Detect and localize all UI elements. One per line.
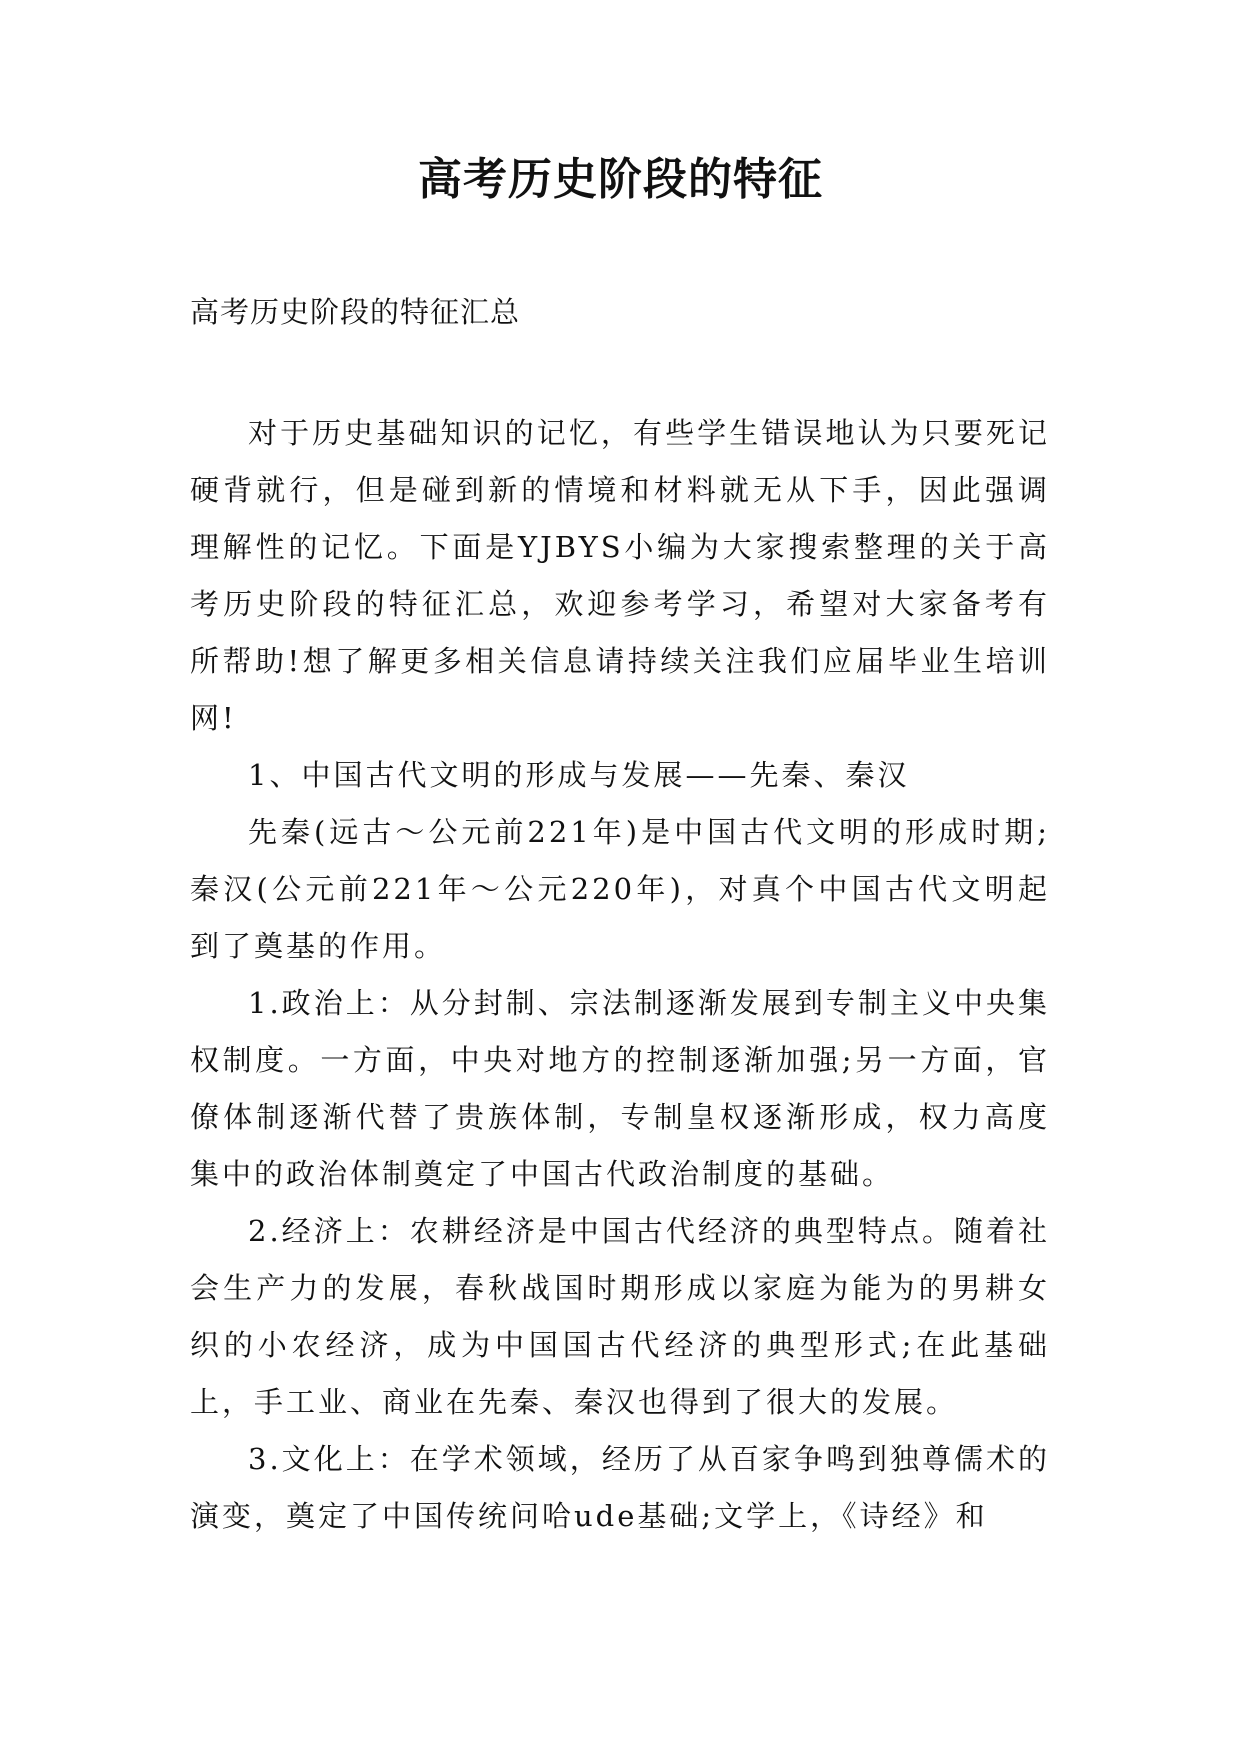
culture-paragraph: 3.文化上：在学术领域，经历了从百家争鸣到独尊儒术的演变，奠定了中国传统问哈ude基础;文学上，《诗经》和 [190, 1442, 1050, 1533]
economy-paragraph: 2.经济上：农耕经济是中国古代经济的典型特点。随着社会生产力的发展，春秋战国时期形成以家庭为能为的男耕女织的小农经济，成为中国国古代经济的典型形式;在此基础上，手工业、商业在先秦、秦汉也得到了很大的发展。 [190, 1214, 1050, 1419]
politics-paragraph: 1.政治上：从分封制、宗法制逐渐发展到专制主义中央集权制度。一方面，中央对地方的控制逐渐加强;另一方面，官僚体制逐渐代替了贵族体制，专制皇权逐渐形成，权力高度集中的政治体制奠定了中国古代政治制度的基础。 [190, 986, 1050, 1191]
period-paragraph: 先秦(远古～公元前221年)是中国古代文明的形成时期;秦汉(公元前221年～公元220年)，对真个中国古代文明起到了奠基的作用。 [190, 815, 1050, 963]
document-body [190, 405, 1050, 1545]
document-subtitle: 高考历史阶段的特征汇总 [190, 295, 521, 329]
section-heading: 1、中国古代文明的形成与发展——先秦、秦汉 [248, 758, 910, 792]
document-title: 高考历史阶段的特征 [418, 154, 823, 205]
intro-paragraph: 对于历史基础知识的记忆，有些学生错误地认为只要死记硬背就行，但是碰到新的情境和材料就无从下手，因此强调理解性的记忆。下面是YJBYS小编为大家搜索整理的关于高考历史阶段的特征汇总，欢迎参考学习，希望对大家备考有所帮助!想了解更多相关信息请持续关注我们应届毕业生培训网! [190, 416, 1050, 735]
